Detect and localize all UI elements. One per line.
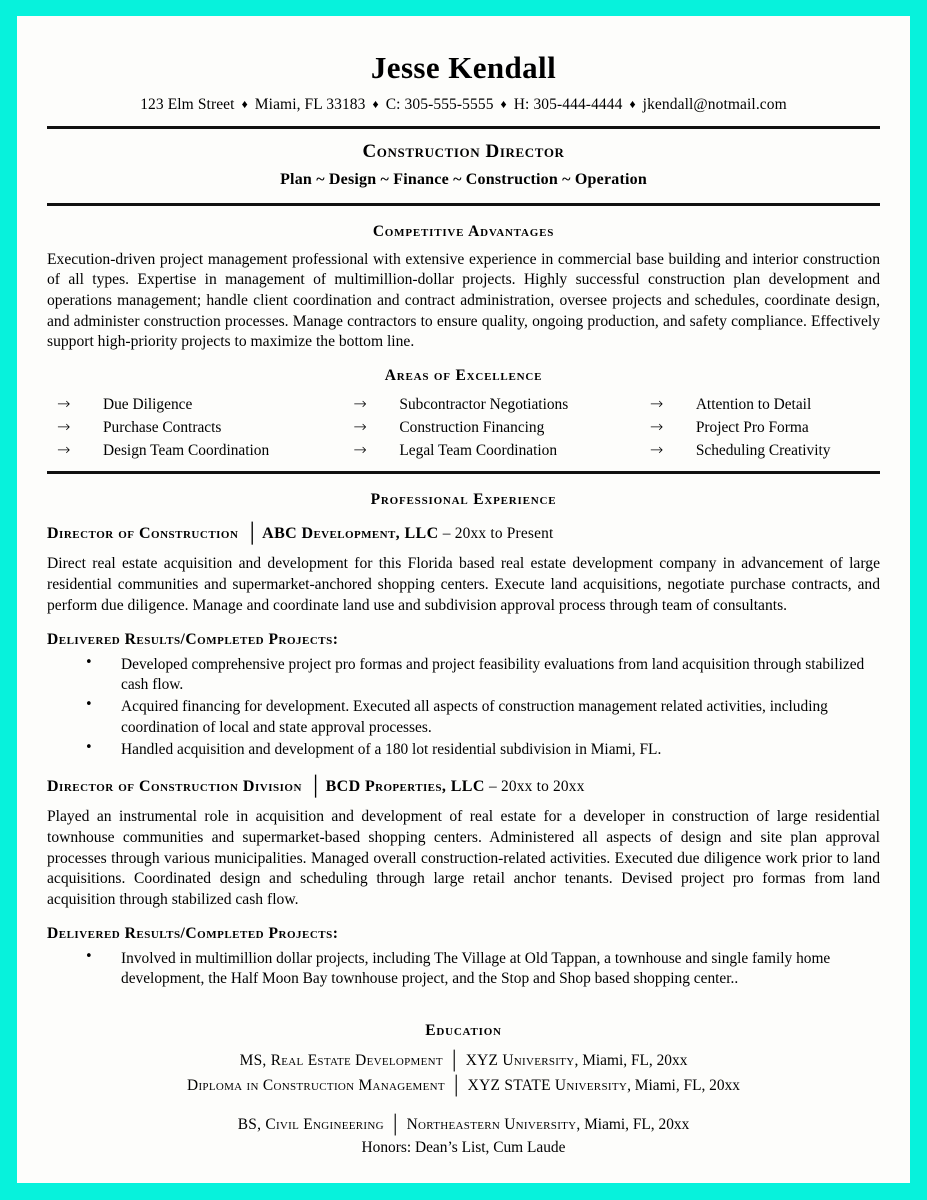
area-item xyxy=(650,439,880,462)
section-heading-education: Education xyxy=(425,1021,502,1039)
result-bullet: • Handled acquisition and development of a 180 lot residential subdivision in Miami, FL. xyxy=(85,740,880,762)
area-item-label: Scheduling Creativity xyxy=(695,441,831,459)
areas-of-excellence-list xyxy=(47,393,880,461)
job-heading xyxy=(47,523,880,545)
results-list xyxy=(47,949,880,992)
vertical-bar-separator-icon: │ xyxy=(245,523,260,545)
area-item xyxy=(650,393,880,416)
education-school: XYZ University xyxy=(465,1051,575,1069)
diamond-separator-icon: ♦ xyxy=(372,96,379,111)
areas-column-3 xyxy=(650,393,880,461)
contact-line xyxy=(47,96,880,114)
area-item xyxy=(353,439,649,462)
job-title: Director of Construction xyxy=(47,525,239,543)
arrow-right-icon: → xyxy=(353,394,367,414)
diamond-separator-icon: ♦ xyxy=(241,96,248,111)
education-entry xyxy=(47,1073,880,1099)
tagline: Plan ~ Design ~ Finance ~ Construction ~ Operation xyxy=(280,170,647,188)
area-item-label: Due Diligence xyxy=(103,396,193,414)
contact-email: jkendall@notmail.com xyxy=(642,95,787,113)
job-heading xyxy=(47,776,880,798)
area-item xyxy=(353,416,649,439)
job-description: Played an instrumental role in acquisition and development of real estate for a developer in construction of large residential townhouse communities and supermarket-based shopping centers. Administered all aspects of design and site plan approval processes through various municipalities. Managed overall construction-related activities. Executed due diligence work prior to land acquisitions. Coordinated design and scheduling through large retail anchor tenants. Devised project pro formas from land acquisition through stabilized cash flow. xyxy=(47,808,880,909)
job-description: Direct real estate acquisition and development for this Florida based real estate development company in advancement of large residential communities and supermarket-anchored shopping centers. Execute land acquisitions, negotiate purchase contracts, and perform due diligence. Manage and coordinate land use and subdivision approval process through team of consultants. xyxy=(47,555,880,614)
area-item-label: Purchase Contracts xyxy=(103,418,222,436)
areas-divider xyxy=(47,471,880,474)
job-title: Director of Construction Division xyxy=(47,778,302,796)
areas-column-2 xyxy=(353,393,649,461)
job-dates: – 20xx to Present xyxy=(442,525,554,543)
education-location: , Miami, FL, 20xx xyxy=(576,1115,690,1133)
diamond-separator-icon: ♦ xyxy=(629,96,636,111)
area-item-label: Subcontractor Negotiations xyxy=(399,396,569,414)
education-entry xyxy=(47,1048,880,1074)
results-heading: Delivered Results/Completed Projects: xyxy=(47,630,339,648)
job-company: BCD Properties, LLC xyxy=(325,778,485,796)
area-item-label: Attention to Detail xyxy=(695,396,812,414)
title-divider xyxy=(47,203,880,206)
education-honors: Honors: Dean’s List, Cum Laude xyxy=(361,1139,566,1157)
education-spacer xyxy=(47,1099,880,1112)
contact-cell-phone: C: 305-555-5555 xyxy=(385,95,494,113)
arrow-right-icon: → xyxy=(649,394,664,414)
arrow-right-icon: → xyxy=(649,416,664,436)
contact-home-phone: H: 305-444-4444 xyxy=(513,95,623,113)
competitive-advantages-summary: Execution-driven project management professional with extensive experience in commercial base building and interior construction of all types. Expertise in management of multimillion-dollar projects. Highly successful construction plan development and operations management; handle client coordination and contract administration, oversee projects and schedules, coordinate design, and administer construction processes. Manage contractors to ensure quality, ongoing production, and safety compliance. Effectively support high-priority projects to maximize the bottom line. xyxy=(47,250,880,351)
area-item xyxy=(57,393,353,416)
education-location: , Miami, FL, 20xx xyxy=(627,1077,740,1095)
area-item-label: Project Pro Forma xyxy=(695,418,809,436)
section-heading-areas-of-excellence: Areas of Excellence xyxy=(384,367,543,385)
vertical-bar-separator-icon: │ xyxy=(388,1113,402,1134)
area-item-label: Legal Team Coordination xyxy=(399,441,558,459)
area-item xyxy=(650,416,880,439)
education-location: , Miami, FL, 20xx xyxy=(574,1051,688,1069)
job-company: ABC Development, LLC xyxy=(262,525,439,543)
arrow-right-icon: → xyxy=(649,439,664,459)
diamond-separator-icon: ♦ xyxy=(500,96,507,111)
results-heading: Delivered Results/Completed Projects: xyxy=(47,924,339,942)
education-list xyxy=(47,1048,880,1158)
vertical-bar-separator-icon: │ xyxy=(449,1075,463,1096)
areas-column-1 xyxy=(57,393,353,461)
arrow-right-icon: → xyxy=(57,394,71,414)
area-item-label: Design Team Coordination xyxy=(103,441,270,459)
education-school: XYZ STATE University xyxy=(467,1077,628,1095)
result-bullet: • Developed comprehensive project pro formas and project feasibility evaluations from land acquisition through stabilized cash flow. xyxy=(85,655,880,698)
education-degree: Diploma in Construction Management xyxy=(187,1077,445,1095)
vertical-bar-separator-icon: │ xyxy=(447,1049,461,1070)
arrow-right-icon: → xyxy=(57,416,71,436)
arrow-right-icon: → xyxy=(353,439,367,459)
area-item xyxy=(57,416,353,439)
contact-address: 123 Elm Street xyxy=(140,95,235,113)
education-school: Northeastern University xyxy=(406,1115,577,1133)
resume-content xyxy=(47,16,880,1157)
section-heading-professional-experience: Professional Experience xyxy=(370,491,557,509)
target-job-title: Construction Director xyxy=(362,140,565,162)
arrow-right-icon: → xyxy=(353,416,367,436)
education-entry xyxy=(47,1112,880,1138)
results-list xyxy=(47,655,880,763)
area-item-label: Construction Financing xyxy=(399,418,545,436)
arrow-right-icon: → xyxy=(57,439,71,459)
candidate-name: Jesse Kendall xyxy=(370,50,557,85)
vertical-bar-separator-icon: │ xyxy=(308,776,323,798)
contact-city-state-zip: Miami, FL 33183 xyxy=(254,95,366,113)
education-degree: MS, Real Estate Development xyxy=(239,1051,443,1069)
result-bullet: • Involved in multimillion dollar projects, including The Village at Old Tappan, a townhouse and single family home development, the Half Moon Bay townhouse project, and the Stop and Shop based shopping center.. xyxy=(85,949,880,992)
education-degree: BS, Civil Engineering xyxy=(237,1115,384,1133)
job-dates: – 20xx to 20xx xyxy=(489,778,585,796)
title-block xyxy=(47,129,880,189)
result-bullet: • Acquired financing for development. Executed all aspects of construction management related activities, including coordination of local and state approval processes. xyxy=(85,697,880,740)
area-item xyxy=(57,439,353,462)
section-heading-competitive-advantages: Competitive Advantages xyxy=(372,222,555,240)
area-item xyxy=(353,393,649,416)
resume-page xyxy=(17,16,910,1183)
